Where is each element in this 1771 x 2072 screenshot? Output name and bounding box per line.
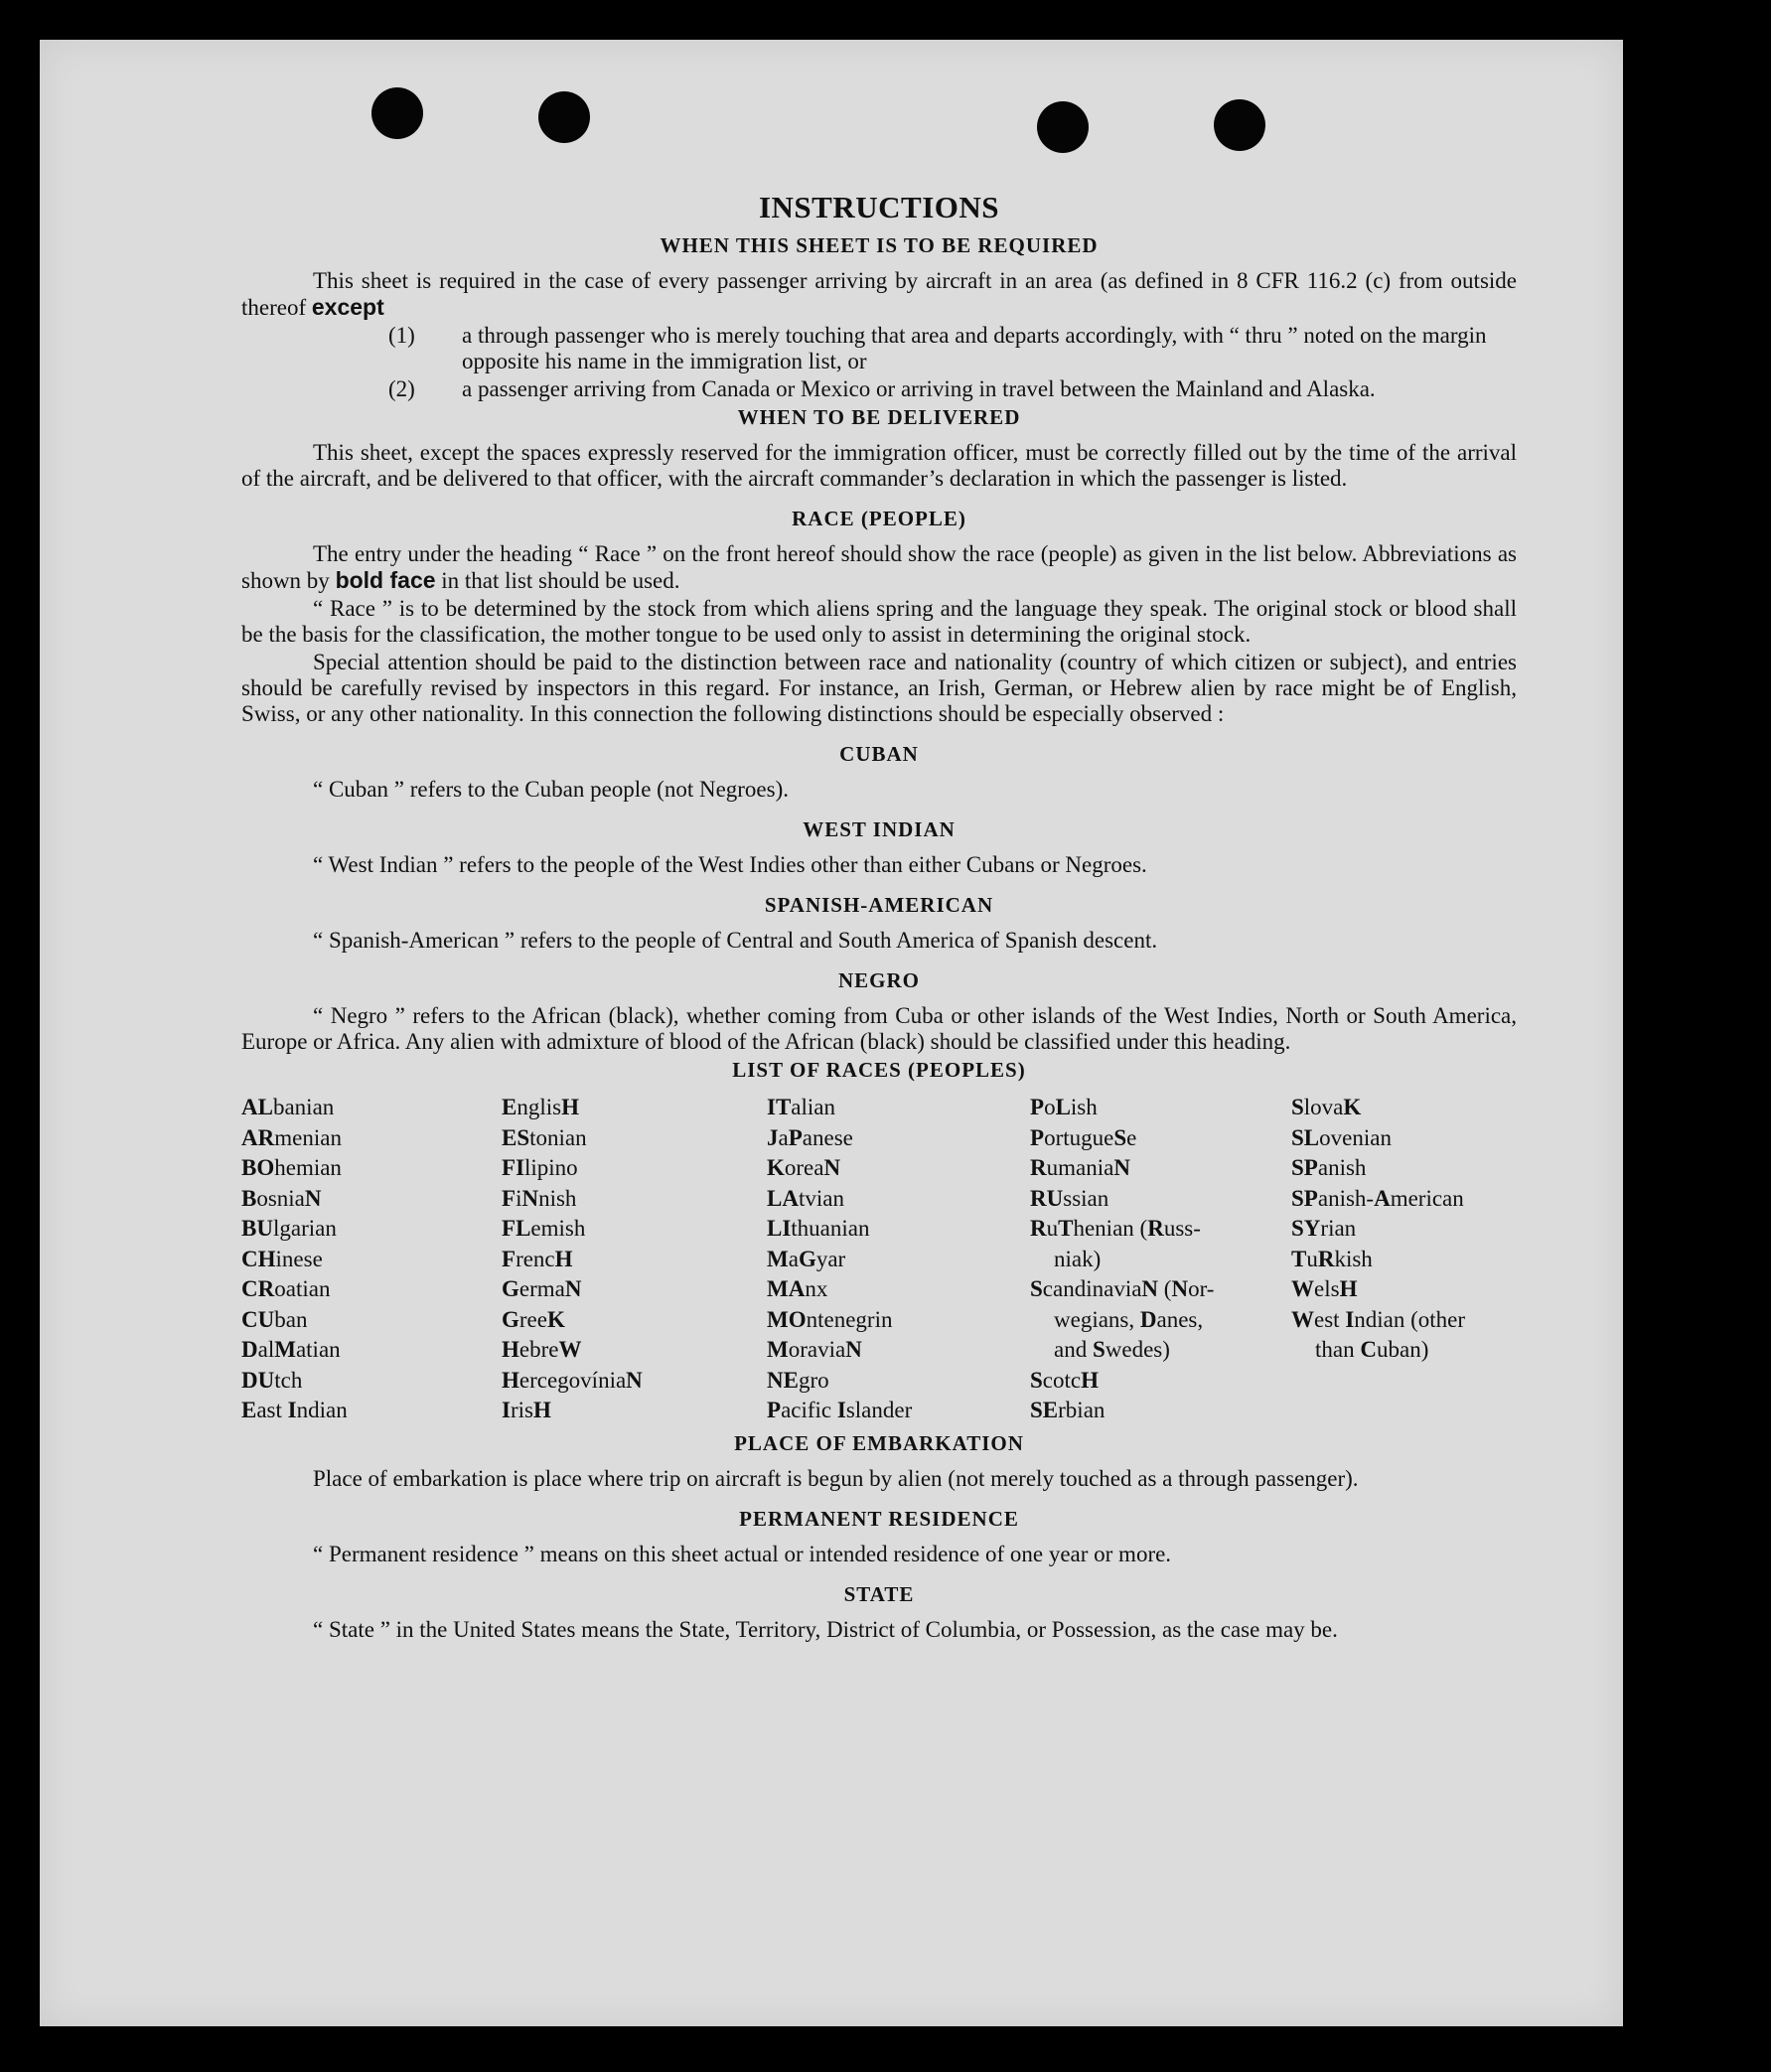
- section-heading: WHEN THIS SHEET IS TO BE REQUIRED: [660, 233, 1099, 257]
- race-entry: FLemish: [502, 1216, 586, 1241]
- race-entry: SPanish: [1291, 1155, 1367, 1180]
- race-entry: CRoatian: [241, 1276, 331, 1301]
- race-entry: BUlgarian: [241, 1216, 337, 1241]
- race-entry: RuThenian (Russ-: [1030, 1216, 1201, 1241]
- races-list: [241, 1093, 1517, 1426]
- race-entry: BOhemian: [241, 1155, 342, 1180]
- section-heading: PLACE OF EMBARKATION: [734, 1430, 1024, 1455]
- race-entry: KoreaN: [767, 1155, 841, 1180]
- paragraph: This sheet, except the spaces expressly reserved for the immigration officer, must be correctly filled out by the time of the arrival of the aircraft, and be delivered to that officer, with the aircraft commander’s declaration in which the passenger is listed.: [241, 440, 1517, 491]
- paragraph: “ West Indian ” refers to the people of the West Indies other than either Cubans or Negroes.: [313, 852, 1147, 877]
- race-entry: MOntenegrin: [767, 1306, 893, 1332]
- race-entry: FrencH: [502, 1246, 573, 1271]
- race-entry: RumaniaN: [1030, 1155, 1130, 1180]
- race-entry: PortugueSe: [1030, 1124, 1137, 1150]
- races-column: [1291, 1093, 1517, 1426]
- paragraph: “ Negro ” refers to the African (black), whether coming from Cuba or other islands of the West Indies, North or South America, Europe or Africa. Any alien with admixture of blood of the African (black) should be classified under this heading.: [241, 1003, 1517, 1054]
- race-entry: MaGyar: [767, 1246, 846, 1271]
- race-entry: and Swedes): [1054, 1337, 1170, 1362]
- race-entry: HercegovíniaN: [502, 1367, 643, 1393]
- punch-hole: [371, 87, 423, 139]
- paragraph: “ Spanish-American ” refers to the people of Central and South America of Spanish descent.: [313, 928, 1158, 953]
- race-entry: RUssian: [1030, 1185, 1109, 1211]
- section-heading: NEGRO: [837, 968, 920, 992]
- paragraph: “ Permanent residence ” means on this sheet actual or intended residence of one year or more.: [313, 1541, 1172, 1566]
- race-entry: LIthuanian: [767, 1216, 870, 1241]
- section-heading: SPANISH-AMERICAN: [764, 893, 994, 917]
- race-entry: SLovenian: [1291, 1124, 1392, 1150]
- race-entry: wegians, Danes,: [1054, 1306, 1204, 1332]
- page-title: INSTRUCTIONS: [758, 190, 999, 224]
- races-column: [502, 1093, 767, 1426]
- race-entry: MoraviaN: [767, 1337, 862, 1362]
- race-entry: ITalian: [767, 1095, 835, 1119]
- paragraph: “ Race ” is to be determined by the stock from which aliens spring and the language they speak. The original stock or blood shall be the basis for the classification, the mother tongue to be used only to assist in determining the original stock.: [241, 596, 1517, 647]
- races-column: [241, 1093, 502, 1426]
- paragraph: Place of embarkation is place where trip on aircraft is begun by alien (not merely touched as a through passenger).: [313, 1465, 1359, 1491]
- race-entry: ScandinaviaN (Nor-: [1030, 1276, 1215, 1301]
- race-entry: ARmenian: [241, 1124, 342, 1150]
- race-entry: IrisH: [502, 1398, 551, 1422]
- race-entry: PoLish: [1030, 1095, 1098, 1119]
- race-entry: TuRkish: [1291, 1246, 1373, 1271]
- race-entry: FIlipino: [502, 1155, 578, 1180]
- race-entry: GermaN: [502, 1276, 582, 1301]
- race-entry: JaPanese: [767, 1124, 853, 1150]
- race-entry: East Indian: [241, 1398, 348, 1422]
- section-heading: STATE: [843, 1581, 915, 1606]
- punch-hole: [1037, 101, 1089, 153]
- races-column: [1030, 1093, 1291, 1426]
- race-entry: EStonian: [502, 1124, 587, 1150]
- race-entry: ScotcH: [1030, 1367, 1099, 1393]
- paragraph: This sheet is required in the case of every passenger arriving by aircraft in an area (as defined in 8 CFR 116.2 (c) from outside thereof except: [241, 268, 1517, 320]
- race-entry: ALbanian: [241, 1095, 335, 1119]
- document-page: [40, 40, 1623, 2026]
- race-entry: DUtch: [241, 1367, 303, 1393]
- race-entry: Pacific Islander: [767, 1398, 913, 1422]
- race-entry: DalMatian: [241, 1337, 341, 1362]
- section-heading: CUBAN: [839, 742, 919, 766]
- instructions-content: [241, 189, 1517, 1645]
- race-entry: LAtvian: [767, 1185, 844, 1211]
- race-entry: than Cuban): [1315, 1337, 1429, 1362]
- race-entry: HebreW: [502, 1337, 582, 1362]
- section-heading: WHEN TO BE DELIVERED: [737, 405, 1021, 429]
- race-entry: niak): [1054, 1246, 1102, 1271]
- race-entry: MAnx: [767, 1276, 828, 1301]
- race-entry: EnglisH: [502, 1095, 579, 1119]
- race-entry: NEgro: [767, 1367, 829, 1393]
- paragraph: “ State ” in the United States means the State, Territory, District of Columbia, or Possession, as the case may be.: [313, 1616, 1338, 1642]
- paragraph: “ Cuban ” refers to the Cuban people (not Negroes).: [313, 777, 790, 802]
- paragraph: The entry under the heading “ Race ” on the front hereof should show the race (people) as given in the list below. Abbreviations as shown by bold face in that list should be used.: [241, 541, 1517, 593]
- race-entry: West Indian (other: [1291, 1306, 1466, 1332]
- race-entry: CUban: [241, 1306, 308, 1332]
- race-entry: SlovaK: [1291, 1095, 1362, 1119]
- race-entry: CHinese: [241, 1246, 323, 1271]
- section-heading: WEST INDIAN: [803, 817, 956, 841]
- race-entry: SYrian: [1291, 1216, 1357, 1241]
- paragraph: Special attention should be paid to the distinction between race and nationality (country of which citizen or subject), and entries should be carefully revised by inspectors in this regard. For instance, an Irish, German, or Hebrew alien by race might be of English, Swiss, or any other nationality. In this connection the following distinctions should be especially observed :: [241, 650, 1517, 726]
- section-heading: RACE (PEOPLE): [792, 507, 966, 530]
- punch-hole: [1214, 99, 1265, 151]
- list-item: (2) a passenger arriving from Canada or Mexico or arriving in travel between the Mainland and Alaska.: [388, 376, 1376, 401]
- race-entry: SErbian: [1030, 1398, 1106, 1422]
- race-entry: SPanish-American: [1291, 1185, 1464, 1211]
- races-column: [767, 1093, 1030, 1426]
- race-entry: WelsH: [1291, 1276, 1358, 1301]
- list-item: (1) a through passenger who is merely touching that area and departs accordingly, with “ thru ” noted on the margin opposite his name in the immigration list, or: [388, 323, 1487, 373]
- section-heading: PERMANENT RESIDENCE: [739, 1506, 1019, 1531]
- race-entry: FiNnish: [502, 1185, 577, 1211]
- section-heading: LIST OF RACES (PEOPLES): [732, 1058, 1026, 1082]
- race-entry: GreeK: [502, 1306, 565, 1332]
- race-entry: BosniaN: [241, 1185, 322, 1211]
- punch-hole: [538, 91, 590, 143]
